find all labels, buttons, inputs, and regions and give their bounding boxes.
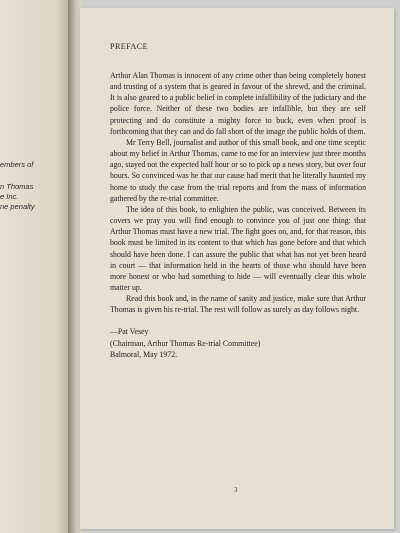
facing-page-line: embers of [0,160,34,169]
facing-page-line: n Thomas [0,182,34,191]
signature-block [110,326,366,360]
facing-page [0,0,70,533]
page-number: 3 [234,486,238,494]
paragraph: Mr Terry Bell, journalist and author of this small book, and one time sceptic about my belief in Arthur Thomas, came to me for an interview just three months ago, stayed not the expected half hour or so to pick up a news story, but over four hours. So convinced was he that our cause had merit that he literally haunted my home to study the case from the trial reports and from the mass of information gathered by the re-trial committee. [110,137,366,203]
facing-page-line: ne penalty [0,202,35,211]
signature-role: (Chairman, Arthur Thomas Re-trial Committee) [110,338,261,348]
paragraph: The idea of this book, to enlighten the public, was conceived. Between its covers we pray you will find enough to convince you of just one thing: that Arthur Thomas must have a new trial. The fight goes on, and, for that reason, this book must be limited in its content to that which has gone before and that which should have been done. I can assure the public that what has not yet been heard in court — that information held in the hearts of those who should have been more honest or who had something to hide — will eventually clear this whole matter up. [110,204,366,292]
signature-place-date: Balmoral, May 1972. [110,350,178,360]
facing-page-line: e Inc. [0,192,19,201]
page-heading: PREFACE [110,42,149,51]
paragraph: Read this book and, in the name of sanity and justice, make sure that Arthur Thomas is given his re-trial. The rest will follow as surely as day follows night. [110,294,366,315]
signature-name: —Pat Vesey [110,327,149,337]
preface-page [80,8,394,529]
preface-body [110,70,366,361]
paragraph: Arthur Alan Thomas is innocent of any crime other than being completely honest and trusting of a system that is geared in favour of the shrewd, and the criminal. It is also geared to a public belief in complete infallibility of the judiciary and the police force. Neither of these two bodies are infallible, but they are self protecting and do constitute a mighty force to buck, even when proof is forthcoming that they can and do fall short of the image the public holds of them. [110,71,366,136]
